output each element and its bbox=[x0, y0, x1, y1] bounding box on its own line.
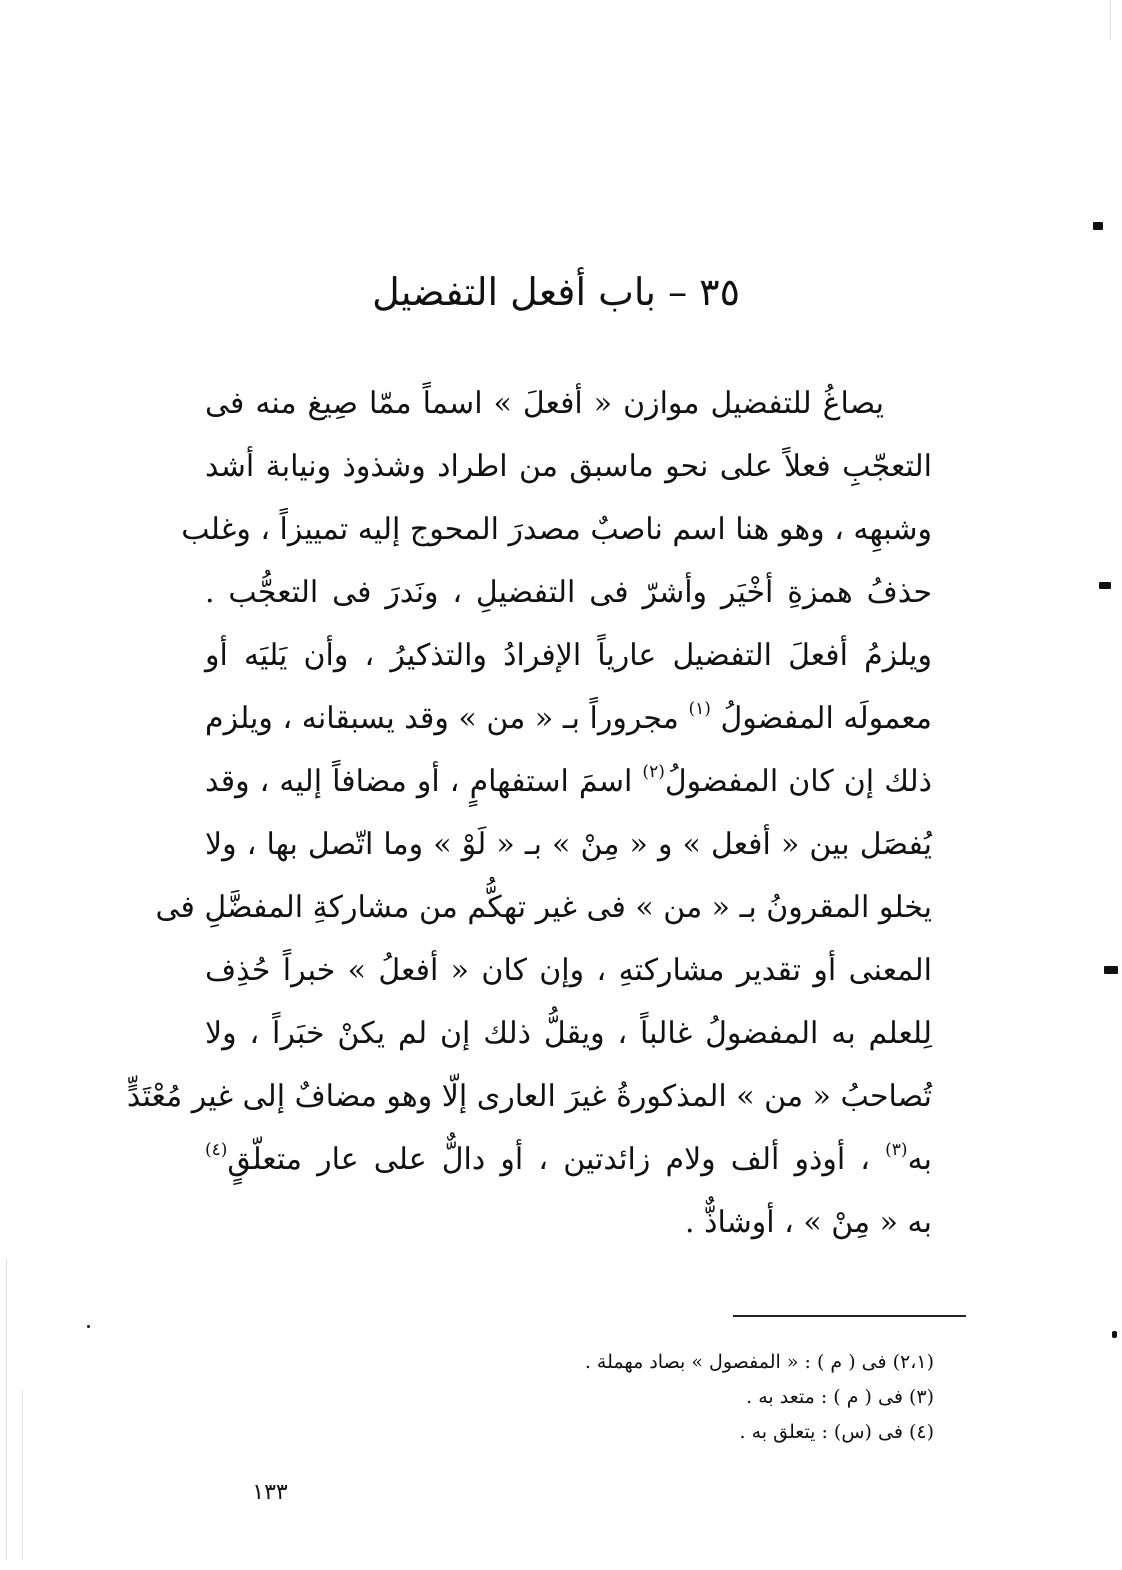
scan-edge-line bbox=[22, 1390, 23, 1560]
scan-speck bbox=[1093, 222, 1103, 230]
text-line-1: يصاغُ للتفضيل موازن « أفعلَ » اسماً ممّا صِيغ منه فى bbox=[205, 386, 884, 421]
text-line-3: وشبهِه ، وهو هنا اسم ناصبٌ مصدرَ المحوج إليه تمييزاً ، وغلب bbox=[181, 512, 932, 547]
text-line-6-part-1: معمولَه المفضولُ bbox=[720, 701, 932, 736]
scan-edge-line bbox=[6, 1260, 7, 1560]
footnote-ref-2: (٢) bbox=[642, 762, 665, 782]
footnote-ref-1: (١) bbox=[688, 699, 711, 719]
text-line-7-part-1: ذلك إن كان المفضولُ bbox=[664, 764, 932, 799]
footnote-3: (٣) فى ( م ) : متعد به . bbox=[746, 1386, 934, 1408]
text-line-8: يُفصَل بين « أفعل » و « مِنْ » بـ « لَوْ » وما اتّصل بها ، ولا bbox=[205, 827, 932, 862]
scan-speck bbox=[1112, 1331, 1117, 1338]
footnote-1-2: (٢،١) فى ( م ) : « المفصول » بصاد مهملة . bbox=[584, 1351, 934, 1373]
text-line-13-part-1: به bbox=[907, 1142, 932, 1177]
scan-speck bbox=[87, 1325, 90, 1328]
text-line-7-part-2: اسمَ استفهامٍ ، أو مضافاً إليه ، وقد bbox=[205, 764, 633, 799]
footnote-ref-3: (٣) bbox=[885, 1140, 908, 1160]
scan-edge-line bbox=[1110, 0, 1111, 40]
footnote-4: (٤) فى (س) : يتعلق به . bbox=[739, 1421, 934, 1443]
text-line-5: ويلزمُ أفعلَ التفضيل عارياً الإفرادُ والتذكيرُ ، وأن يَليَه أو bbox=[205, 638, 932, 673]
body-text bbox=[126, 372, 932, 1254]
text-line-13-part-2: ، أوذو ألف ولام زائدتين ، أو دالٌّ على عار متعلّقٍ bbox=[227, 1142, 870, 1177]
text-line-9: يخلو المقرونُ بـ « من » فى غير تهكُّم من مشاركةِ المفضَّلِ فى bbox=[155, 890, 932, 925]
text-line-13 bbox=[205, 1128, 932, 1191]
text-line-6-part-2: مجروراً بـ « من » وقد يسبقانه ، ويلزم bbox=[205, 701, 679, 736]
scan-speck bbox=[1099, 582, 1111, 589]
text-line-14: به « مِنْ » ، أوشاذٌّ . bbox=[685, 1205, 932, 1240]
text-line-7 bbox=[205, 750, 932, 813]
text-line-4: حذفُ همزةِ أخْيَر وأشرّ فى التفضيلِ ، ونَدرَ فى التعجُّب . bbox=[205, 575, 932, 610]
footnote-separator bbox=[733, 1315, 966, 1317]
text-line-6 bbox=[205, 687, 932, 750]
text-line-12: تُصاحبُ « من » المذكورةُ غيرَ العارى إلّا وهو مضافٌ إلى غير مُعْتَدٍّ bbox=[126, 1079, 932, 1114]
text-line-2: التعجّبِ فعلاً على نحو ماسبق من اطراد وشذوذ ونيابة أشد bbox=[205, 449, 932, 484]
scan-speck bbox=[1104, 966, 1118, 974]
text-line-10: المعنى أو تقدير مشاركتهِ ، وإن كان « أفعلُ » خبراً حُذِف bbox=[205, 953, 932, 988]
text-line-11: لِلعلم به المفضولُ غالباً ، ويقلُّ ذلك إن لم يكنْ خبَراً ، ولا bbox=[205, 1016, 932, 1051]
page-number: ١٣٣ bbox=[252, 1480, 288, 1505]
footnote-ref-4: (٤) bbox=[205, 1140, 228, 1160]
chapter-title: ٣٥ – باب أفعل التفضيل bbox=[372, 270, 740, 314]
footnotes bbox=[560, 1345, 934, 1450]
